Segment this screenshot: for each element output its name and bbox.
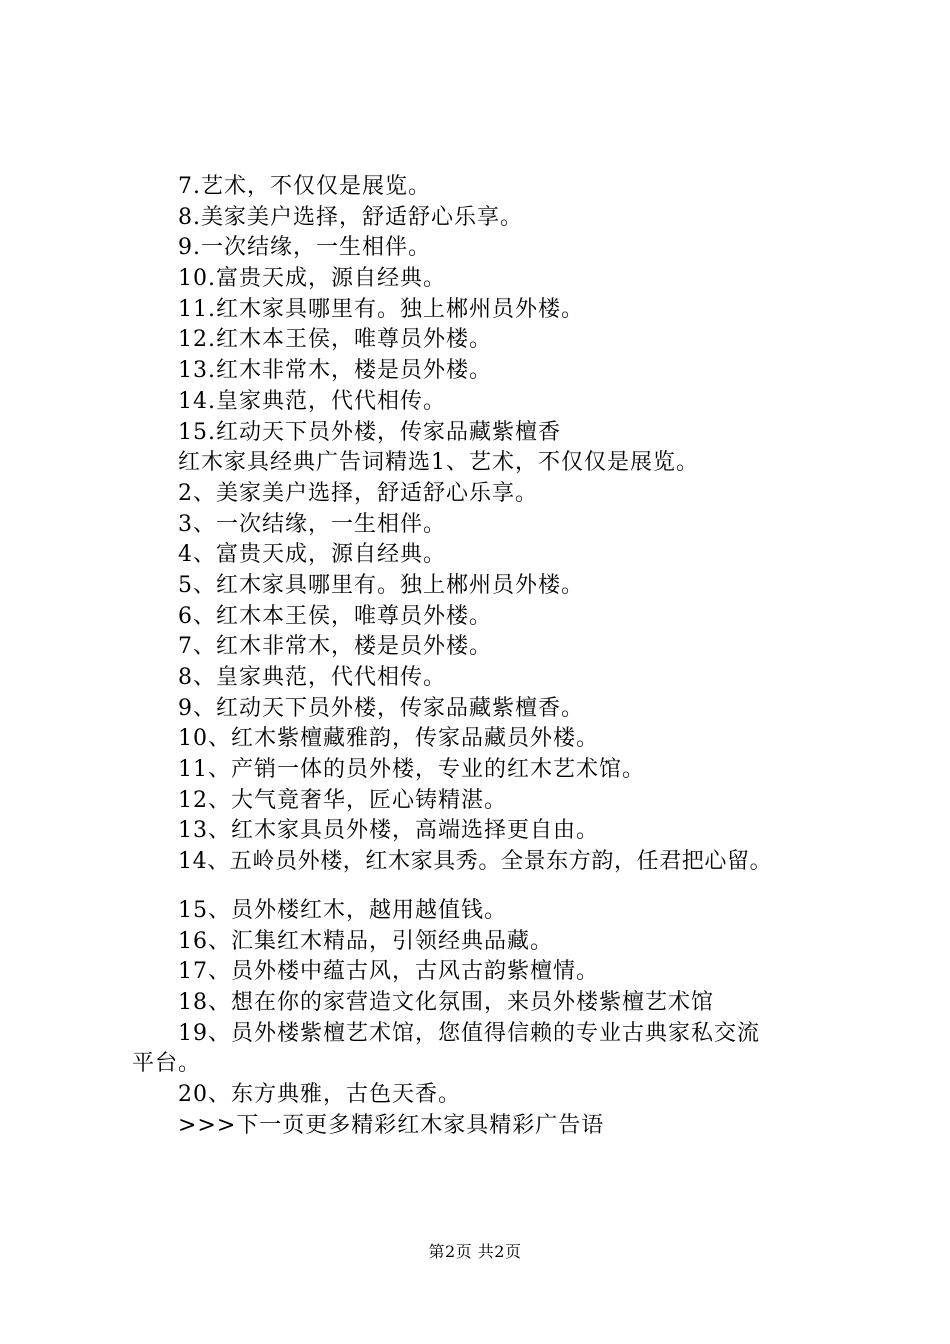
text-line: 13.红木非常木，楼是员外楼。 <box>178 358 492 384</box>
text-line: 18、想在你的家营造文化氛围，来员外楼紫檀艺术馆 <box>178 989 714 1015</box>
text-line: 14、五岭员外楼，红木家具秀。全景东方韵，任君把心留。 <box>178 849 773 875</box>
text-line: 11.红木家具哪里有。独上郴州员外楼。 <box>178 296 584 322</box>
text-line: 11、产销一体的员外楼，专业的红木艺术馆。 <box>178 757 645 783</box>
next-page-link-text: >>>下一页更多精彩红木家具精彩广告语 <box>178 1112 605 1138</box>
text-line: 7.艺术，不仅仅是展览。 <box>178 174 431 199</box>
text-line: 16、汇集红木精品，引领经典品藏。 <box>178 928 553 954</box>
text-line: 6、红木本王侯，唯尊员外楼。 <box>178 603 492 629</box>
text-line: 15、员外楼红木，越用越值钱。 <box>178 897 507 923</box>
text-line: 2、美家美户选择，舒适舒心乐享。 <box>178 480 538 506</box>
paragraph-gap <box>0 878 950 896</box>
text-line: 4、富贵天成，源自经典。 <box>178 542 446 568</box>
text-line: 8、皇家典范，代代相传。 <box>178 665 446 690</box>
text-line: 14.皇家典范，代代相传。 <box>178 388 446 414</box>
page-footer: 第2页 共2页 <box>428 1242 522 1261</box>
text-line: 3、一次结缘，一生相伴。 <box>178 511 446 537</box>
document-body <box>0 172 950 1141</box>
section-heading-line: 红木家具经典广告词精选1、艺术，不仅仅是展览。 <box>178 450 699 476</box>
text-line: 10.富贵天成，源自经典。 <box>178 266 446 292</box>
text-line: 9、红动天下员外楼，传家品藏紫檀香。 <box>178 695 584 721</box>
text-line: 12.红木本王侯，唯尊员外楼。 <box>178 327 492 353</box>
text-line: 9.一次结缘，一生相伴。 <box>178 235 431 261</box>
text-line: 17、员外楼中蕴古风，古风古韵紫檀情。 <box>178 959 599 985</box>
text-line: 12、大气竟奢华，匠心铸精湛。 <box>178 787 507 813</box>
text-line: 19、员外楼紫檀艺术馆，您值得信赖的专业古典家私交流 <box>178 1020 760 1046</box>
text-line: 15.红动天下员外楼，传家品藏紫檀香 <box>178 419 561 445</box>
text-line: 8.美家美户选择，舒适舒心乐享。 <box>178 204 523 230</box>
text-line: 13、红木家具员外楼，高端选择更自由。 <box>178 818 599 844</box>
text-line-continuation: 平台。 <box>132 1051 202 1077</box>
text-line: 20、东方典雅，古色天香。 <box>178 1081 461 1107</box>
text-line: 5、红木家具哪里有。独上郴州员外楼。 <box>178 572 584 598</box>
text-line: 10、红木紫檀藏雅韵，传家品藏员外楼。 <box>178 726 599 752</box>
text-line: 7、红木非常木，楼是员外楼。 <box>178 634 492 660</box>
